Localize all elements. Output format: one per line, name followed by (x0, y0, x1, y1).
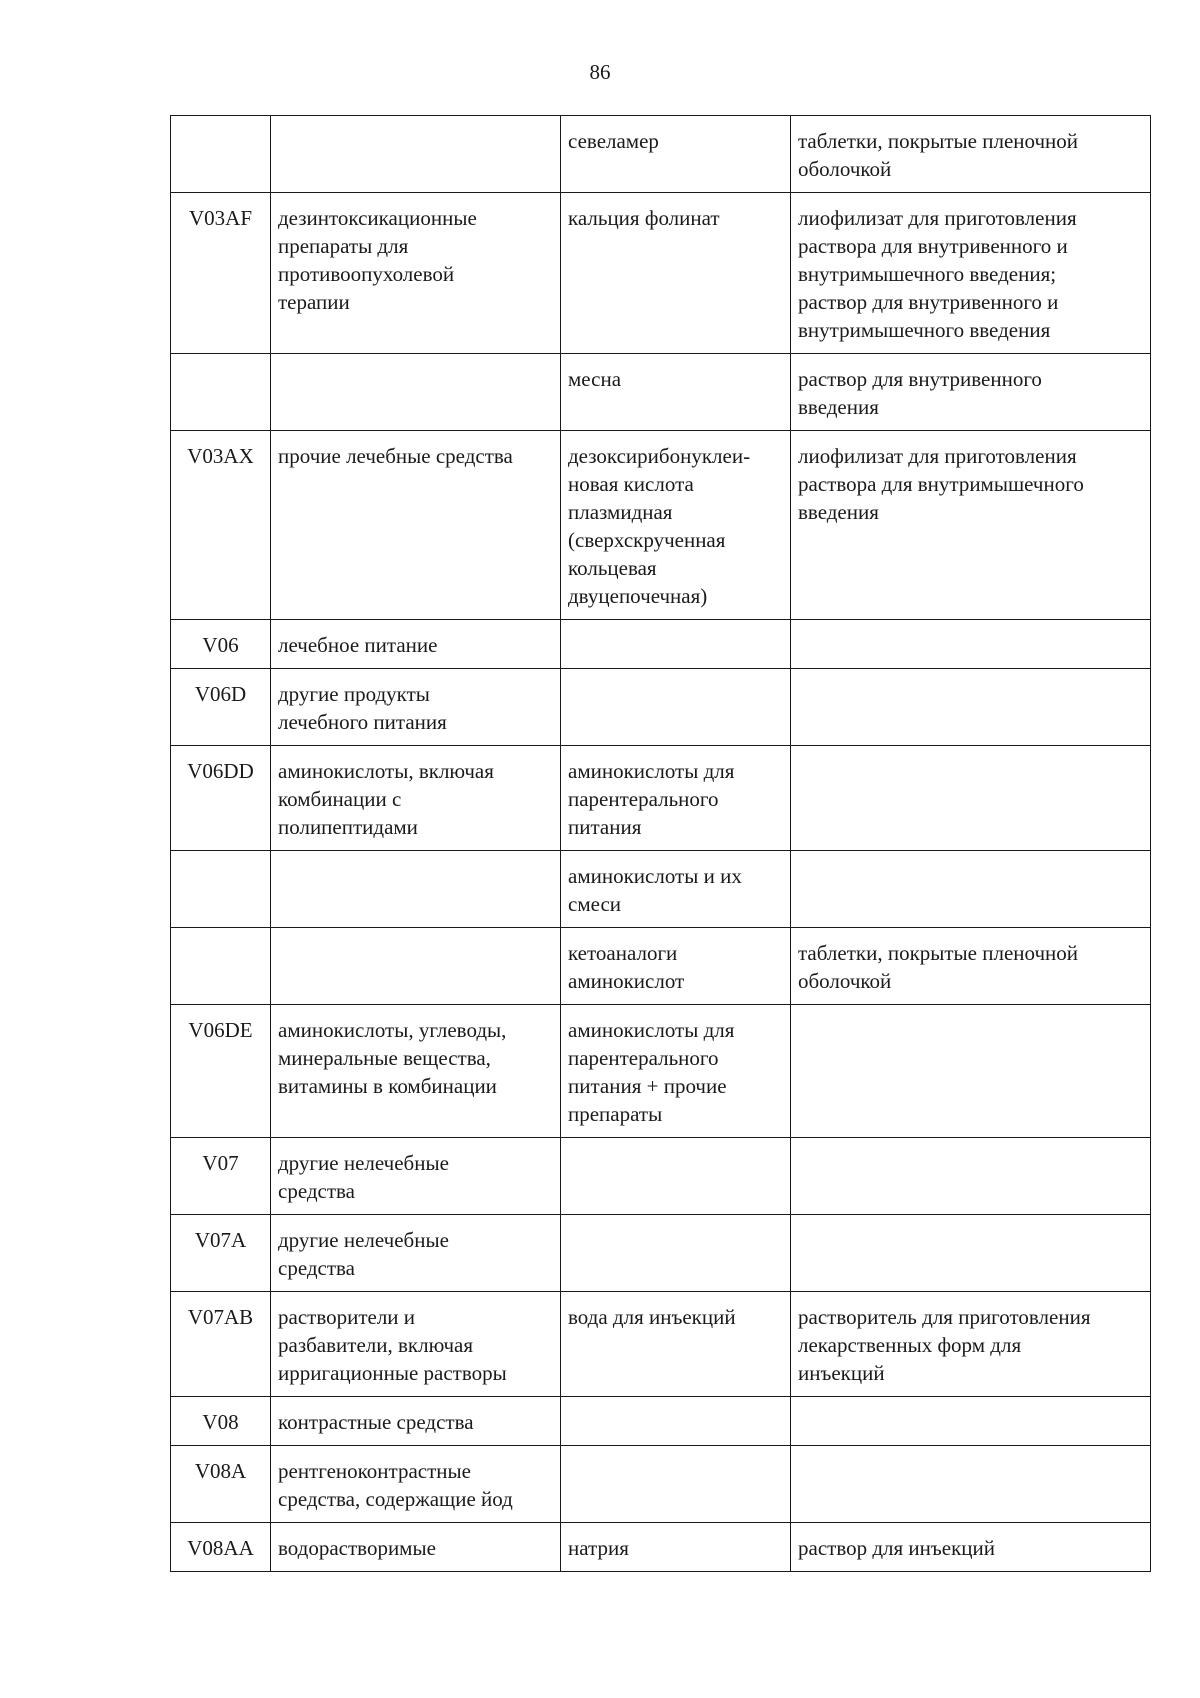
dosage-form-cell (791, 1138, 1151, 1215)
drug-name-cell (561, 1446, 791, 1523)
atc-code-cell (171, 928, 271, 1005)
group-cell (271, 354, 561, 431)
atc-code-cell: V06 (171, 620, 271, 669)
dosage-form-cell (791, 1397, 1151, 1446)
table-row (171, 851, 1151, 928)
group-cell: аминокислоты, включая комбинации с полипептидами (271, 746, 561, 851)
drug-name-cell: кетоаналоги аминокислот (561, 928, 791, 1005)
atc-code-cell (171, 851, 271, 928)
atc-code-cell: V03AF (171, 193, 271, 354)
drug-name-cell: аминокислоты для парентерального питания + прочие препараты (561, 1005, 791, 1138)
drug-name-cell: севеламер (561, 116, 791, 193)
drug-name-cell: дезоксирибонуклеи- новая кислота плазмидная (сверхскрученная кольцевая двуцепочечная) (561, 431, 791, 620)
drug-name-cell (561, 669, 791, 746)
drug-name-cell: месна (561, 354, 791, 431)
group-cell (271, 851, 561, 928)
atc-code-cell: V08AA (171, 1523, 271, 1572)
table-row (171, 1215, 1151, 1292)
atc-code-cell: V08A (171, 1446, 271, 1523)
group-cell: водорастворимые (271, 1523, 561, 1572)
group-cell: дезинтоксикационные препараты для противоопухолевой терапии (271, 193, 561, 354)
dosage-form-cell: таблетки, покрытые пленочной оболочкой (791, 116, 1151, 193)
dosage-form-cell (791, 1005, 1151, 1138)
drug-name-cell: вода для инъекций (561, 1292, 791, 1397)
drug-name-cell (561, 620, 791, 669)
dosage-form-cell (791, 746, 1151, 851)
table-row (171, 620, 1151, 669)
page-number: 86 (589, 60, 611, 84)
dosage-form-cell (791, 669, 1151, 746)
dosage-form-cell (791, 1446, 1151, 1523)
group-cell: другие нелечебные средства (271, 1138, 561, 1215)
drug-name-cell (561, 1397, 791, 1446)
group-cell: аминокислоты, углеводы, минеральные вещества, витамины в комбинации (271, 1005, 561, 1138)
table-row (171, 928, 1151, 1005)
dosage-form-cell: раствор для инъекций (791, 1523, 1151, 1572)
atc-code-cell: V06D (171, 669, 271, 746)
group-cell: растворители и разбавители, включая ирригационные растворы (271, 1292, 561, 1397)
group-cell: прочие лечебные средства (271, 431, 561, 620)
table-row (171, 1292, 1151, 1397)
drug-name-cell: аминокислоты и их смеси (561, 851, 791, 928)
table-row (171, 1523, 1151, 1572)
group-cell (271, 116, 561, 193)
table-row (171, 1138, 1151, 1215)
atc-code-cell: V07AB (171, 1292, 271, 1397)
table-row (171, 116, 1151, 193)
group-cell: рентгеноконтрастные средства, содержащие йод (271, 1446, 561, 1523)
group-cell (271, 928, 561, 1005)
table-row (171, 1446, 1151, 1523)
table-row (171, 354, 1151, 431)
atc-code-cell: V03AX (171, 431, 271, 620)
atc-code-cell: V06DE (171, 1005, 271, 1138)
group-cell: другие продукты лечебного питания (271, 669, 561, 746)
atc-code-cell: V07 (171, 1138, 271, 1215)
drug-name-cell: натрия (561, 1523, 791, 1572)
table-row (171, 193, 1151, 354)
dosage-form-cell (791, 620, 1151, 669)
table-row (171, 1005, 1151, 1138)
atc-code-cell: V06DD (171, 746, 271, 851)
table-row (171, 1397, 1151, 1446)
dosage-form-cell: лиофилизат для приготовления раствора для внутримышечного введения (791, 431, 1151, 620)
dosage-form-cell (791, 851, 1151, 928)
group-cell: контрастные средства (271, 1397, 561, 1446)
group-cell: другие нелечебные средства (271, 1215, 561, 1292)
dosage-form-cell: раствор для внутривенного введения (791, 354, 1151, 431)
drug-name-cell: кальция фолинат (561, 193, 791, 354)
drug-name-cell (561, 1138, 791, 1215)
dosage-form-cell: лиофилизат для приготовления раствора для внутривенного и внутримышечного введения; раствор для внутривенного и внутримышечного введения (791, 193, 1151, 354)
table-row (171, 431, 1151, 620)
table-row (171, 669, 1151, 746)
atc-code-cell: V08 (171, 1397, 271, 1446)
dosage-form-cell: таблетки, покрытые пленочной оболочкой (791, 928, 1151, 1005)
dosage-form-cell: растворитель для приготовления лекарственных форм для инъекций (791, 1292, 1151, 1397)
drug-table (170, 115, 1151, 1572)
drug-name-cell (561, 1215, 791, 1292)
dosage-form-cell (791, 1215, 1151, 1292)
atc-code-cell (171, 354, 271, 431)
table-row (171, 746, 1151, 851)
group-cell: лечебное питание (271, 620, 561, 669)
atc-code-cell (171, 116, 271, 193)
drug-name-cell: аминокислоты для парентерального питания (561, 746, 791, 851)
atc-code-cell: V07A (171, 1215, 271, 1292)
